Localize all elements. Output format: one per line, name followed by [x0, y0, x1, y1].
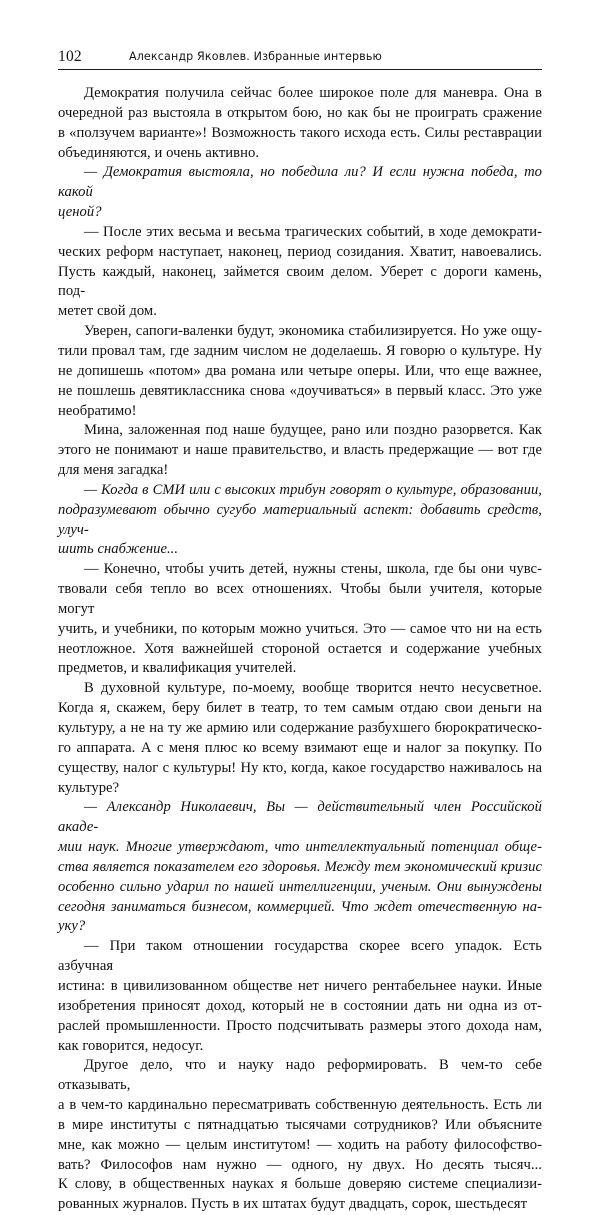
- running-head: Александр Яковлев. Избранные интервью: [128, 50, 383, 63]
- text-line: подразумевают обычно сугубо материальный аспект: добавить средств, улуч-: [58, 501, 546, 538]
- text-line: культуре?: [58, 779, 120, 796]
- paragraph: [58, 481, 546, 560]
- text-line: необратимо!: [58, 402, 137, 419]
- text-line: особенно сильно ударил по нашей интеллигенции, ученым. Они вынуждены: [58, 878, 542, 895]
- text-line: не пошлешь девятиклассника снова «доучиваться» в первый класс. Это уже: [58, 382, 542, 399]
- paragraph: [58, 421, 542, 481]
- text-line: Уверен, сапоги-валенки будут, экономика стабилизируется. Но уже ощу-: [84, 323, 542, 340]
- text-line: учить, и учебники, по которым можно учиться. Это — самое что ни на есть: [58, 620, 542, 637]
- page-header: [58, 47, 542, 66]
- text-line: изобретения приносят доход, который не в состоянии дать ни одна из от-: [58, 997, 542, 1014]
- text-line: сегодня заниматься бизнесом, коммерцией. Что ждет отечественную на-: [58, 898, 542, 915]
- text-line: уку?: [58, 918, 86, 935]
- paragraph: [58, 798, 546, 937]
- text-line: истина: в цивилизованном обществе нет ничего рентабельнее науки. Иные: [58, 977, 542, 994]
- text-line: в «ползучем варианте»! Возможность такого исхода есть. Силы реставрации: [58, 124, 542, 141]
- text-line: Пусть каждый, наконец, займется своим делом. Уберет с дороги камень, под-: [58, 263, 546, 300]
- text-line: а в чем-то кардинально пересматривать собственную деятельность. Есть ли: [58, 1097, 542, 1114]
- text-line: ценой?: [58, 204, 102, 221]
- text-line: в мире институты с пятнадцатью тысячами сотрудников? Или объясните: [58, 1116, 542, 1133]
- text-line: В духовной культуре, по-моему, вообще творится нечто несусветное.: [84, 680, 542, 697]
- text-line: этого не понимают и наше правительство, и власть предержащие — вот где: [58, 442, 542, 459]
- body-text: [58, 84, 546, 1215]
- text-line: шить снабжение...: [58, 541, 179, 558]
- text-line: раслей промышленности. Просто подсчитывать размеры этого дохода нам,: [58, 1017, 542, 1034]
- paragraph: [58, 163, 546, 223]
- text-line: — Конечно, чтобы учить детей, нужны стены, школа, где бы они чувс-: [84, 561, 542, 578]
- text-line: очередной раз выстояла в открытом бою, но как бы не проиграть сражение: [58, 104, 542, 121]
- paragraph: [58, 560, 546, 679]
- text-line: — Когда в СМИ или с высоких трибун говорят о культуре, образовании,: [84, 481, 542, 498]
- text-line: мии наук. Многие утверждают, что интеллектуальный потенциал обще-: [58, 839, 542, 856]
- text-line: К слову, в общественных науках я больше доверяю системе специализи-: [58, 1176, 542, 1193]
- header-rule: [58, 69, 542, 70]
- paragraph: [58, 679, 542, 798]
- text-line: метет свой дом.: [58, 303, 157, 320]
- text-line: существу, налог с культуры! Ну кто, когда, какое государство наживалось на: [58, 759, 542, 776]
- text-line: для меня загадка!: [58, 462, 169, 479]
- text-line: Демократия получила сейчас более широкое поле для маневра. Она в: [84, 85, 542, 101]
- text-line: тили провал там, где задним числом не доделаешь. Я говорю о культуре. Ну: [58, 342, 542, 359]
- text-line: — Демократия выстояла, но победила ли? И если нужна победа, то какой: [58, 164, 546, 201]
- text-line: Мина, заложенная под наше будущее, рано или поздно разорвется. Как: [84, 422, 542, 439]
- paragraph: [58, 937, 546, 1056]
- paragraph: [58, 84, 542, 163]
- text-line: Когда я, скажем, беру билет в театр, то тем самым отдаю свои деньги на: [58, 700, 542, 717]
- text-line: ства является показателем его здоровья. Между тем экономический кризис: [58, 858, 542, 875]
- text-line: мне, как можно — целым институтом! — ходить на работу философство-: [58, 1136, 542, 1153]
- text-line: вать? Философов нам нужно — одного, ну двух. Но десять тысяч...: [58, 1156, 542, 1173]
- text-line: Другое дело, что и науку надо реформировать. В чем-то себе отказывать,: [58, 1057, 546, 1094]
- text-line: рованных журналов. Пусть в их штатах будут двадцать, сорок, шестьдесят: [58, 1196, 527, 1213]
- text-line: неотложное. Хотя важнейшей стороной остается и содержание учебных: [58, 640, 542, 657]
- text-line: не допишешь «потом» два романа или четыре оперы. Или, что еще важнее,: [58, 362, 542, 379]
- text-line: как говорится, недосуг.: [58, 1037, 204, 1054]
- text-line: го аппарата. А с меня плюс ко всему взимают еще и налог за покупку. По: [58, 739, 542, 756]
- text-line: объединяются, и очень активно.: [58, 144, 260, 161]
- paragraph: [58, 223, 546, 322]
- text-line: — После этих весьма и весьма трагических событий, в ходе демократи-: [84, 223, 542, 240]
- text-line: твовали себя тепло во всех отношениях. Чтобы были учителя, которые могут: [58, 581, 546, 617]
- header-row: [58, 47, 542, 66]
- page-number: 102: [58, 48, 82, 65]
- text-line: — Александр Николаевич, Вы — действительный член Российской акаде-: [58, 799, 546, 836]
- text-line: культуру, а не на ту же армию или содержание разбухшего бюрократическо-: [58, 720, 542, 736]
- text-line: — При таком отношении государства скорее всего упадок. Есть азбучная: [58, 938, 546, 975]
- text-line: ческих реформ наступает, наконец, период созидания. Хватит, навоевались.: [58, 243, 542, 260]
- paragraph: [58, 322, 542, 421]
- paragraph: [58, 1056, 546, 1215]
- text-line: предметов, и квалификация учителей.: [58, 660, 297, 677]
